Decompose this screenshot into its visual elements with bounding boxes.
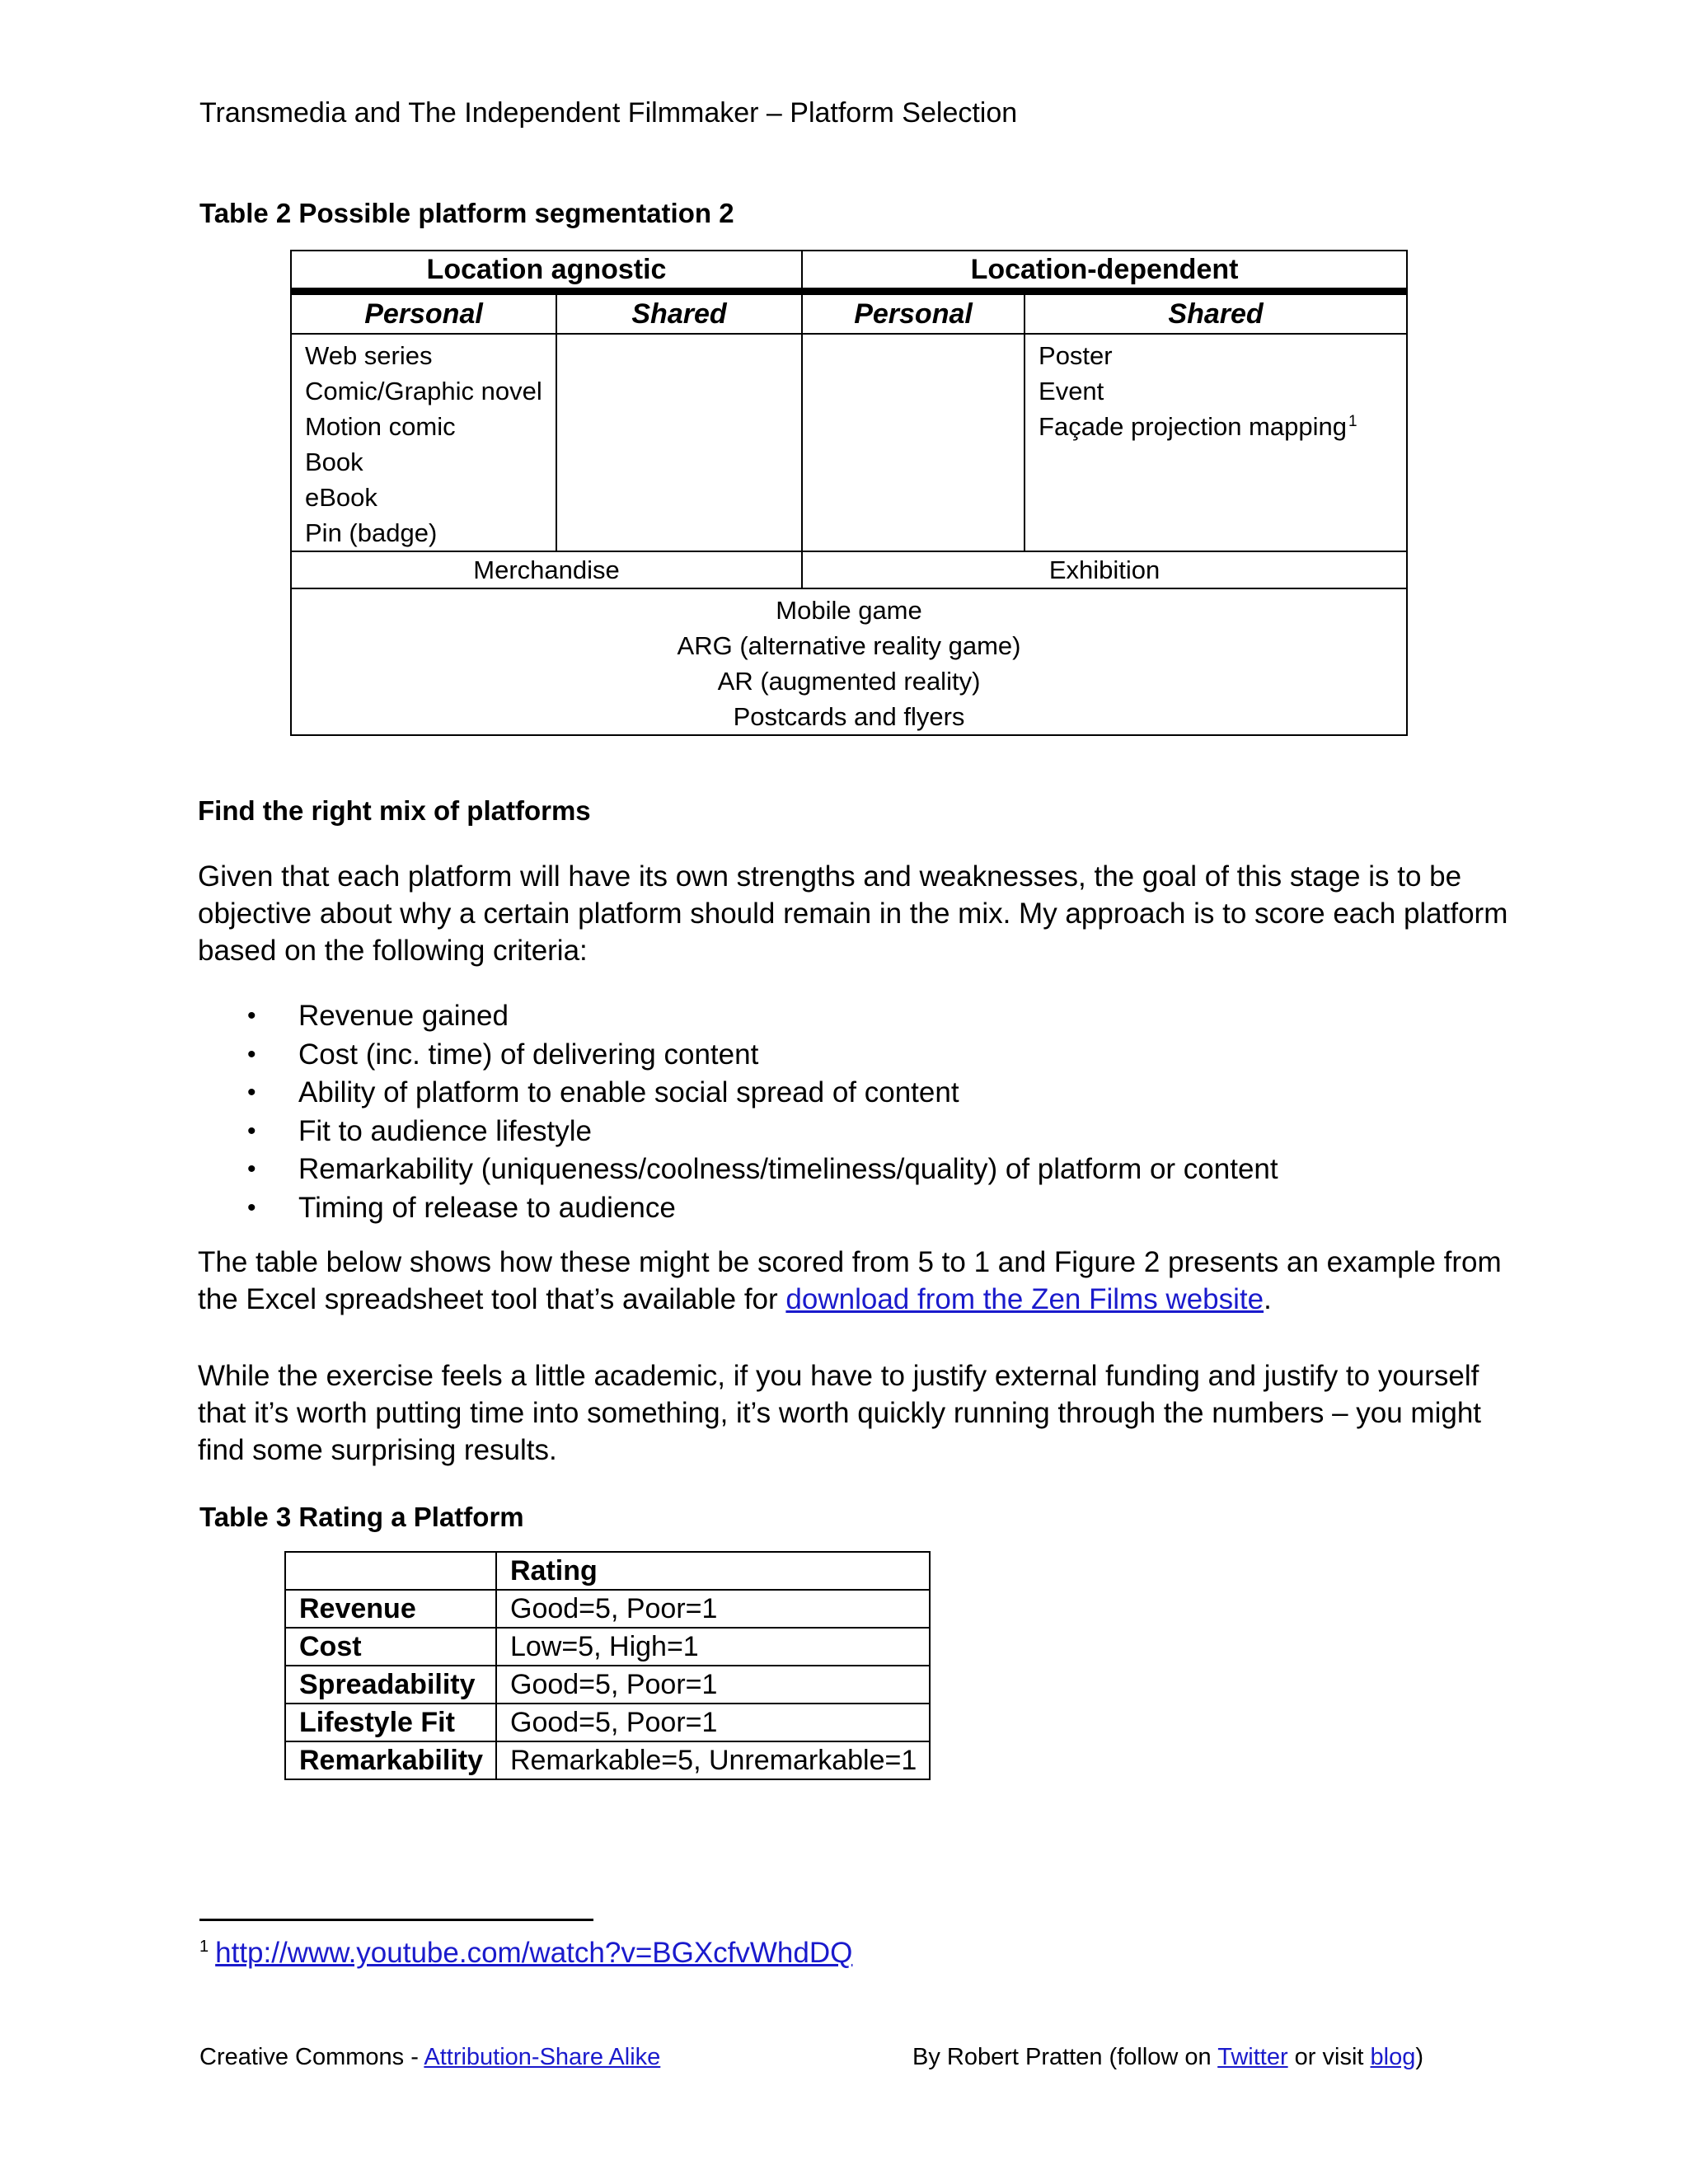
list-item — [247, 1113, 1484, 1151]
table3-caption: Table 3 Rating a Platform — [199, 1502, 524, 1532]
footnote-number: 1 — [199, 1938, 209, 1957]
platform-item: Web series — [305, 341, 433, 370]
footnote-link[interactable]: http://www.youtube.com/watch?v=BGXcfvWhdDQ — [215, 1937, 853, 1969]
platform-item: eBook — [305, 483, 377, 512]
table-row — [285, 1741, 930, 1779]
paragraph-line: that it’s worth putting time into something, it’s worth quickly running through the numbers – you might — [198, 1397, 1482, 1429]
cell-all-span — [291, 588, 1407, 735]
row-label: Cost — [285, 1628, 496, 1666]
paragraph-line: based on the following criteria: — [198, 935, 588, 967]
platform-item: Postcards and flyers — [733, 702, 965, 731]
paragraph-text: the Excel spreadsheet tool that’s available for — [198, 1283, 786, 1315]
bullet-icon: • — [247, 1193, 256, 1221]
platform-item: Event — [1039, 377, 1104, 405]
paragraph-line: objective about why a certain platform should remain in the mix. My approach is to score each platform — [198, 898, 1508, 930]
cell-dependent-personal — [802, 334, 1025, 551]
download-link[interactable]: download from the Zen Films website — [785, 1283, 1264, 1315]
row-rating: Good=5, Poor=1 — [496, 1666, 930, 1704]
bullet-icon: • — [247, 1079, 256, 1107]
list-item-text: Revenue gained — [298, 1000, 509, 1032]
bullet-icon: • — [247, 1002, 256, 1029]
platform-item: ARG (alternative reality game) — [677, 631, 1021, 660]
paragraph-line — [198, 1281, 1502, 1318]
group-header-location-agnostic: Location agnostic — [291, 251, 802, 292]
bullet-icon: • — [247, 1117, 256, 1145]
page-header: Transmedia and The Independent Filmmaker – Platform Selection — [199, 97, 1018, 129]
paragraph-text: . — [1264, 1283, 1272, 1315]
section-heading: Find the right mix of platforms — [198, 795, 591, 826]
row-rating: Remarkable=5, Unremarkable=1 — [496, 1741, 930, 1779]
bullet-icon: • — [247, 1040, 256, 1068]
list-item-text: Timing of release to audience — [298, 1191, 676, 1224]
platform-item: Motion comic — [305, 412, 456, 441]
list-item — [247, 1036, 1484, 1075]
paragraph-line: find some surprising results. — [198, 1434, 557, 1466]
subheader-agnostic-personal: Personal — [291, 292, 556, 335]
platform-item: Comic/Graphic novel — [305, 377, 542, 405]
footnote-reference[interactable]: 1 — [1348, 412, 1357, 430]
paragraph-line: Given that each platform will have its own strengths and weaknesses, the goal of this stage is to be — [198, 860, 1462, 893]
twitter-link[interactable]: Twitter — [1217, 2044, 1288, 2070]
list-item-text: Cost (inc. time) of delivering content — [298, 1038, 759, 1071]
footnote-separator — [199, 1919, 593, 1921]
intro-paragraph — [198, 858, 1507, 969]
cell-agnostic-span: Merchandise — [291, 551, 802, 588]
exercise-paragraph — [198, 1357, 1481, 1469]
platform-item: AR (augmented reality) — [717, 667, 981, 696]
cell-agnostic-shared — [556, 334, 802, 551]
table-row — [285, 1704, 930, 1741]
row-label: Lifestyle Fit — [285, 1704, 496, 1741]
row-label: Remarkability — [285, 1741, 496, 1779]
table2-container — [290, 250, 1406, 731]
subheader-dependent-shared: Shared — [1025, 292, 1407, 335]
criteria-list — [247, 997, 1484, 1228]
list-item-text: Ability of platform to enable social spread of content — [298, 1076, 959, 1109]
header-cell-rating: Rating — [496, 1552, 930, 1590]
row-rating: Low=5, High=1 — [496, 1628, 930, 1666]
list-item-text: Remarkability (uniqueness/coolness/timeliness/quality) of platform or content — [298, 1153, 1278, 1186]
platform-item-text: Façade projection mapping — [1039, 412, 1347, 441]
row-label: Revenue — [285, 1590, 496, 1628]
cell-dependent-span: Exhibition — [802, 551, 1407, 588]
list-item-text: Fit to audience lifestyle — [298, 1114, 593, 1147]
platform-item: Pin (badge) — [305, 518, 438, 547]
list-item — [247, 1189, 1484, 1228]
group-header-location-dependent: Location-dependent — [802, 251, 1407, 292]
footer-text: ) — [1415, 2044, 1424, 2070]
footnote — [199, 1937, 852, 1970]
bullet-icon: • — [247, 1155, 256, 1183]
rating-table — [284, 1551, 931, 1780]
list-item — [247, 997, 1484, 1036]
subheader-agnostic-shared: Shared — [556, 292, 802, 335]
platform-item — [1039, 409, 1393, 444]
footer-author — [912, 2044, 1423, 2071]
subheader-dependent-personal: Personal — [802, 292, 1025, 335]
blog-link[interactable]: blog — [1370, 2044, 1416, 2070]
license-link[interactable]: Attribution-Share Alike — [424, 2044, 661, 2070]
platform-item: Poster — [1039, 341, 1113, 370]
platform-item: Book — [305, 448, 363, 476]
table2-caption: Table 2 Possible platform segmentation 2 — [199, 198, 734, 228]
platform-segmentation-table — [290, 250, 1408, 736]
list-item — [247, 1074, 1484, 1113]
table-row — [285, 1590, 930, 1628]
cell-agnostic-personal — [291, 334, 556, 551]
footer-text: or visit — [1287, 2044, 1371, 2070]
row-label: Spreadability — [285, 1666, 496, 1704]
table-row — [285, 1628, 930, 1666]
footer-license — [199, 2044, 660, 2071]
footer-text: Creative Commons - — [199, 2044, 424, 2070]
scoring-paragraph — [198, 1244, 1502, 1318]
row-rating: Good=5, Poor=1 — [496, 1590, 930, 1628]
table-header-row — [285, 1552, 930, 1590]
paragraph-line: The table below shows how these might be scored from 5 to 1 and Figure 2 presents an example from — [198, 1246, 1502, 1278]
table-row — [285, 1666, 930, 1704]
header-cell-empty — [285, 1552, 496, 1590]
row-rating: Good=5, Poor=1 — [496, 1704, 930, 1741]
footer-text: By Robert Pratten (follow on — [912, 2044, 1218, 2070]
paragraph-line: While the exercise feels a little academic, if you have to justify external funding and justify to yourself — [198, 1360, 1479, 1392]
list-item — [247, 1151, 1484, 1189]
platform-item: Mobile game — [776, 596, 922, 625]
cell-dependent-shared — [1025, 334, 1407, 551]
